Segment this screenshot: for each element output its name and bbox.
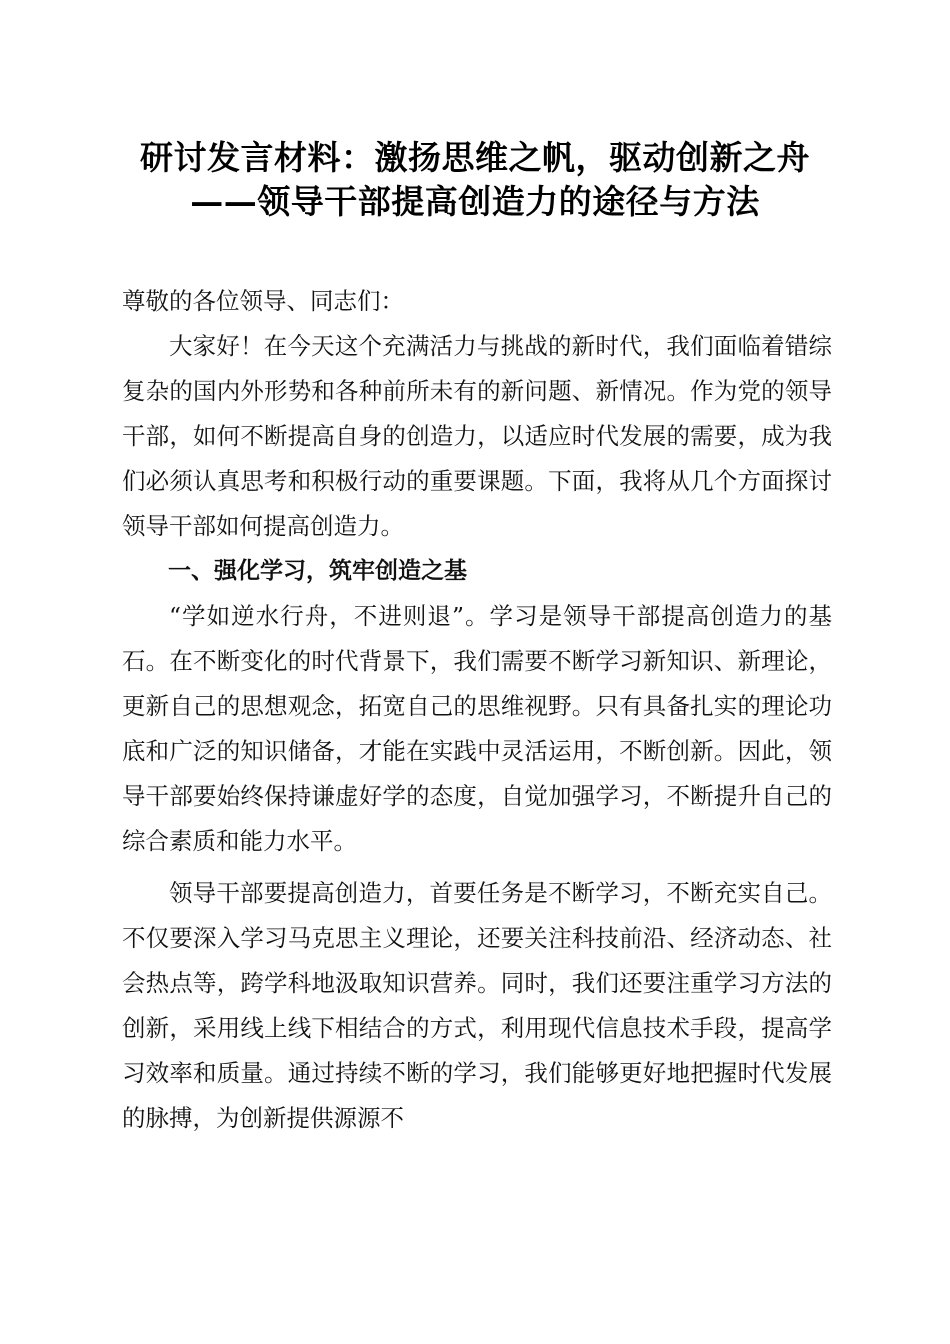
title-line-subtitle: ——领导干部提高创造力的途径与方法 xyxy=(190,182,760,221)
section1-paragraph-2: 领导干部要提高创造力，首要任务是不断学习，不断充实自己。不仅要深入学习马克思主义理论，还要关注科技前沿、经济动态、社会热点等，跨学科地汲取知识营养。同时，我们还要注重学习方法的创新，采用线上线下相结合的方式，利用现代信息技术手段，提高学习效率和质量。通过持续不断的学习，我们能够更好地把握时代发展的脉搏，为创新提供源源不 xyxy=(122,879,832,1132)
section1-paragraph-1: “学如逆水行舟，不进则退”。学习是领导干部提高创造力的基石。在不断变化的时代背景下，我们需要不断学习新知识、新理论，更新自己的思想观念，拓宽自己的思维视野。只有具备扎实的理论功底和广泛的知识储备，才能在实践中灵活运用，不断创新。因此，领导干部要始终保持谦虚好学的态度，自觉加强学习，不断提升自己的综合素质和能力水平。 xyxy=(122,602,832,855)
title-line-main: 研讨发言材料：激扬思维之帆，驱动创新之舟 xyxy=(140,138,810,177)
salutation: 尊敬的各位领导、同志们： xyxy=(122,287,404,315)
document-title xyxy=(100,136,850,224)
intro-paragraph: 大家好！在今天这个充满活力与挑战的新时代，我们面临着错综复杂的国内外形势和各种前所未有的新问题、新情况。作为党的领导干部，如何不断提高自身的创造力，以适应时代发展的需要，成为我们必须认真思考和积极行动的重要课题。下面，我将从几个方面探讨领导干部如何提高创造力。 xyxy=(122,332,832,540)
section-heading-1: 一、强化学习，筑牢创造之基 xyxy=(168,558,467,584)
document-body xyxy=(122,279,832,1141)
